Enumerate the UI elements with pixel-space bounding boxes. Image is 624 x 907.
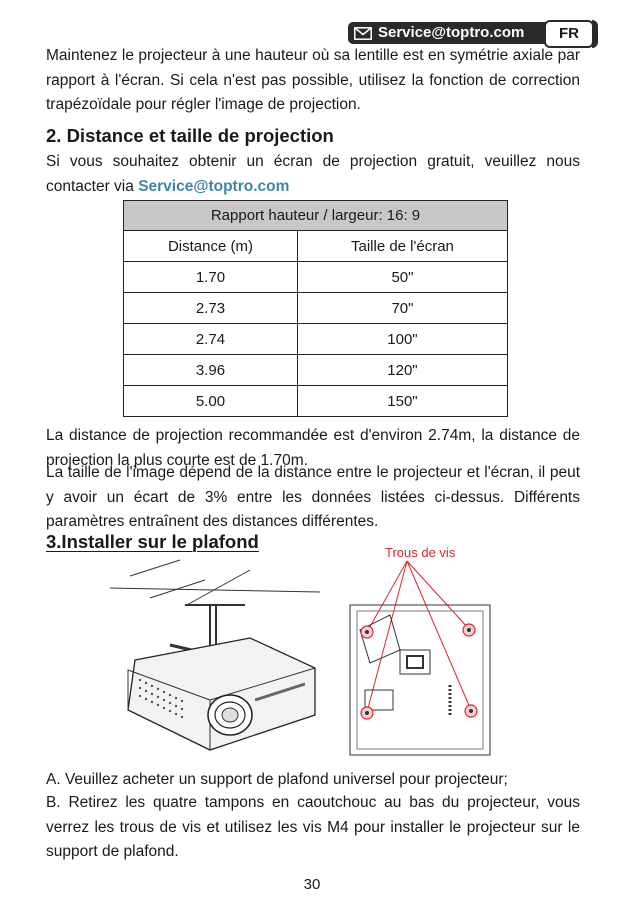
recommended-distance-text: La distance de projection recommandée est d'environ 2.74m, la distance de projection la plus courte est de 1.70m. [46, 427, 580, 469]
image-size-note: La taille de l'image dépend de la distance entre le projecteur et l'écran, il peut y avoir un écart de 3% entre les données listées ci-dessus. Différents paramètres entraînent des distances différentes. [46, 464, 580, 530]
column-header-distance: Distance (m) [124, 231, 298, 262]
section-2-text [46, 150, 580, 199]
section-2-title: 2. Distance et taille de projection [46, 125, 334, 146]
distance-cell: 3.96 [124, 355, 298, 386]
page-number: 30 [303, 876, 321, 893]
table-row [124, 262, 508, 293]
screw-holes-illustration [345, 545, 495, 760]
table-row [124, 293, 508, 324]
section-2-text-before: Si vous souhaitez obtenir un écran de projection gratuit, veuillez nous contacter via [46, 153, 580, 195]
language-badge: FR [544, 20, 594, 48]
screw-holes-label: Trous de vis [385, 545, 456, 560]
table-row [124, 324, 508, 355]
distance-cell: 2.73 [124, 293, 298, 324]
table-caption: Rapport hauteur / largeur: 16: 9 [124, 201, 508, 231]
section-3-title: 3.Installer sur le plafond [46, 531, 259, 552]
size-cell: 150" [297, 386, 507, 417]
distance-cell: 1.70 [124, 262, 298, 293]
service-email-link[interactable]: Service@toptro.com [138, 177, 290, 195]
table-row [124, 386, 508, 417]
table-row [124, 355, 508, 386]
step-b: B. Retirez les quatre tampons en caoutchouc au bas du projecteur, vous verrez les trous de vis et utilisez les vis M4 pour installer le projecteur sur le support de plafond. [46, 794, 580, 860]
service-email-text: Service@toptro.com [378, 24, 525, 41]
mail-icon [354, 27, 372, 40]
size-cell: 50" [297, 262, 507, 293]
column-header-size: Taille de l'écran [297, 231, 507, 262]
page-header [348, 20, 594, 45]
distance-cell: 5.00 [124, 386, 298, 417]
size-cell: 70" [297, 293, 507, 324]
distance-cell: 2.74 [124, 324, 298, 355]
service-email-badge[interactable] [348, 22, 552, 44]
intro-paragraph: Maintenez le projecteur à une hauteur où sa lentille est en symétrie axiale par rapport à l'écran. Si cela n'est pas possible, utilisez la fonction de correction trapézoïdale pour régler l'image de projection. [46, 47, 580, 113]
step-a: A. Veuillez acheter un support de plafond universel pour projecteur; [46, 771, 508, 788]
projection-distance-table [123, 200, 508, 417]
size-cell: 120" [297, 355, 507, 386]
size-cell: 100" [297, 324, 507, 355]
ceiling-mount-illustration [110, 550, 330, 760]
